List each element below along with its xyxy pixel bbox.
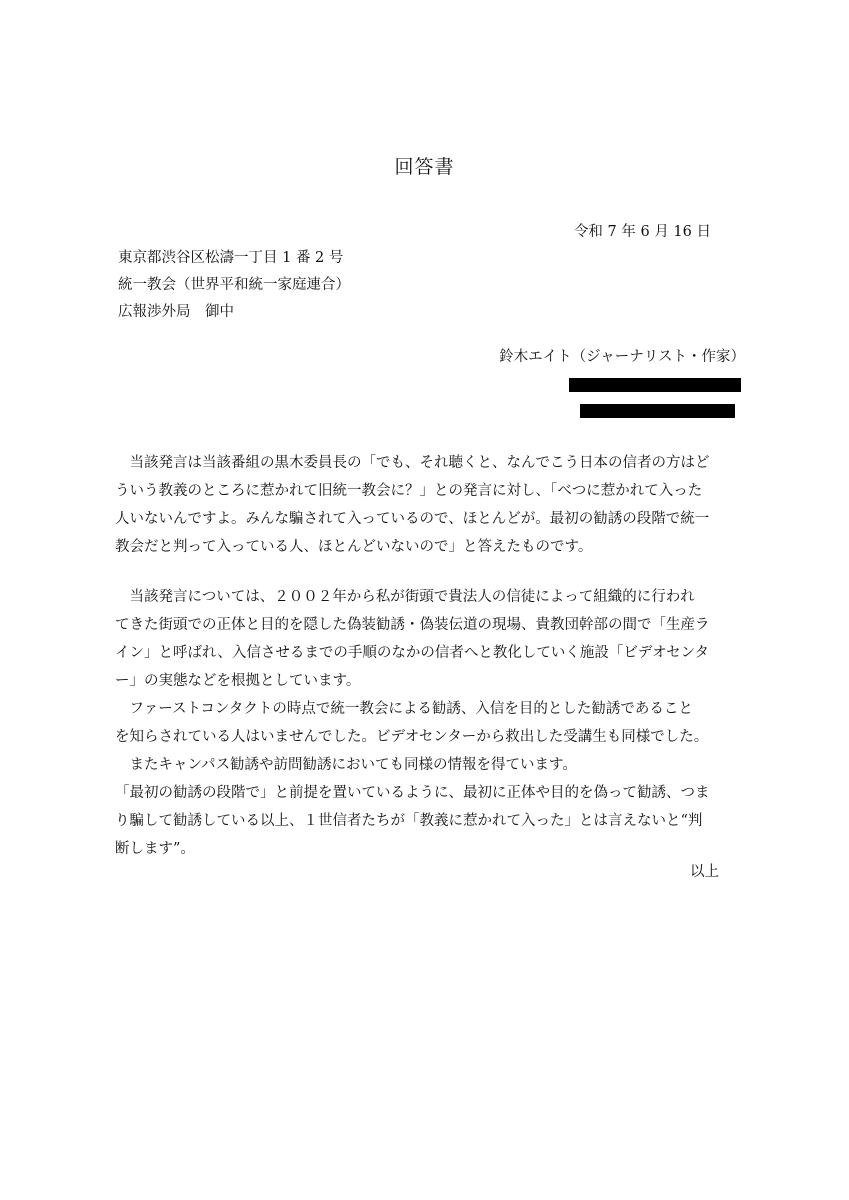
body-text (115, 449, 738, 863)
text-line: 人いないんですよ。みんな騙されて入っているので、ほとんどが。最初の勧誘の段階で統一 (115, 511, 710, 527)
recipient-address: 東京都渋谷区松濤一丁目 1 番 2 号 (118, 250, 344, 266)
text-line: を知らされている人はいませんでした。ビデオセンターから救出した受講生も同様でした。 (115, 729, 709, 745)
document-date: 令和 7 年 6 月 16 日 (573, 224, 711, 240)
recipient-block (118, 245, 350, 326)
paragraph-1 (115, 449, 738, 561)
text-line: ういう教義のところに惹かれて旧統一教会に？」との発言に対し、「べつに惹かれて入った (115, 483, 703, 499)
text-line: 「最初の勧誘の段階で」と前提を置いているように、最初に正体や目的を偽って勧誘、つま (115, 785, 710, 801)
text-line: またキャンパス勧誘や訪問勧誘においても同様の情報を得ています。 (115, 757, 577, 773)
paragraph-gap (115, 561, 738, 583)
sender-name: 鈴木エイト（ジャーナリスト・作家） (499, 349, 745, 365)
text-line: ー」の実態などを根拠としています。 (115, 673, 361, 689)
text-line: ファーストコンタクトの時点で統一教会による勧誘、入信を目的とした勧誘であること (115, 701, 693, 717)
recipient-department: 広報渉外局 御中 (118, 304, 234, 320)
text-line: 断します”。 (115, 841, 195, 857)
text-line: 当該発言については、２００２年から私が街頭で貴法人の信徒によって組織的に行われ (115, 589, 695, 605)
text-line: 教会だと判って入っている人、ほとんどいないので」と答えたものです。 (115, 539, 593, 555)
redaction-bar (580, 404, 735, 418)
text-line: てきた街頭での正体と目的を隠した偽装勧誘・偽装伝道の現場、貴教団幹部の間で「生産ラ (115, 617, 710, 633)
closing-mark: 以上 (690, 864, 719, 880)
text-line: イン」と呼ばれ、入信させるまでの手順のなかの信者へと教化していく施設「ビデオセンタ (115, 645, 710, 661)
text-line: 当該発言は当該番組の黒木委員長の「でも、それ聴くと、なんでこう日本の信者の方はど (115, 455, 710, 471)
paragraph-2 (115, 583, 738, 863)
redaction-bar (569, 378, 741, 392)
document-title: 回答書 (394, 156, 455, 178)
text-line: り騙して勧誘している以上、１世信者たちが「教義に惹かれて入った」とは言えないと“判 (115, 813, 703, 829)
recipient-organization: 統一教会（世界平和統一家庭連合） (118, 277, 350, 293)
